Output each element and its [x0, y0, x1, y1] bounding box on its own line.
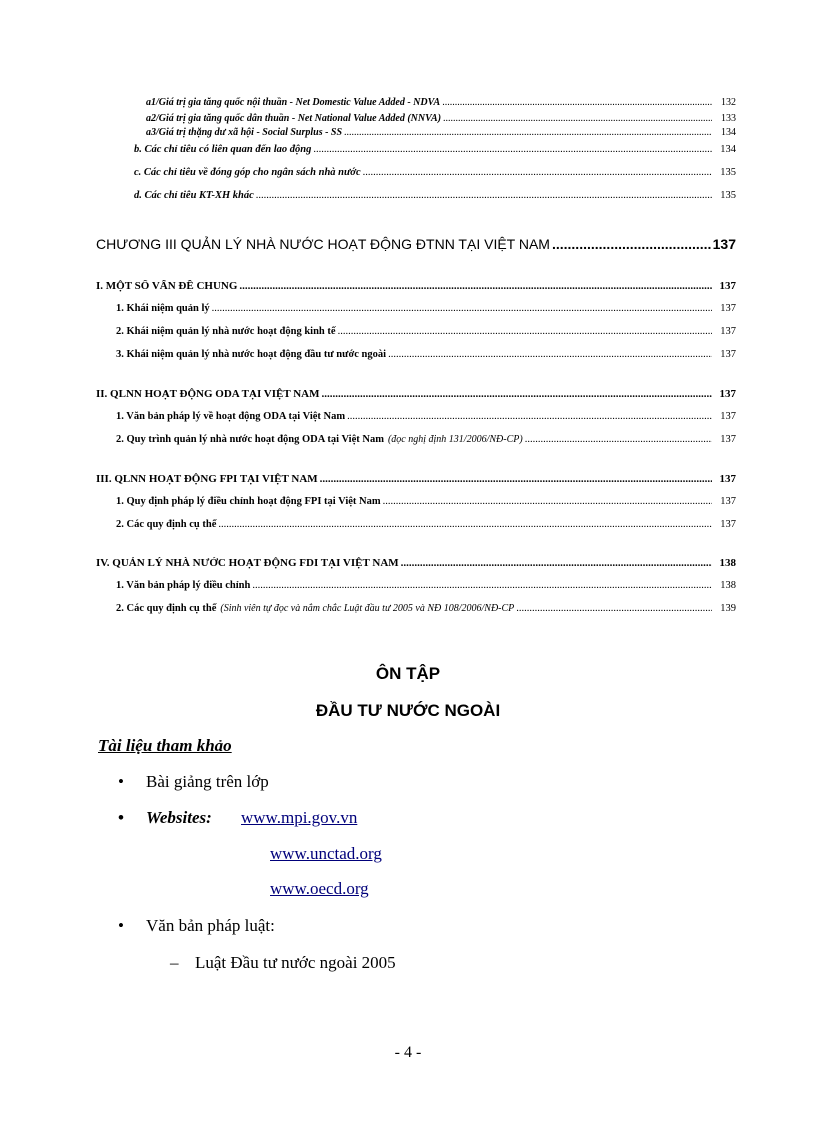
page-number: - 4 -: [394, 1044, 422, 1061]
toc-entry-page: 137: [719, 473, 736, 485]
toc-leader-dots: [322, 388, 712, 400]
toc-entry-page: 137: [720, 434, 736, 445]
toc-leader-dots: [442, 97, 712, 108]
toc-leader-dots: [363, 167, 712, 178]
toc-section[interactable]: [96, 280, 736, 292]
toc-entry-page: 133: [721, 113, 736, 124]
toc-entry-label: CHƯƠNG III QUẢN LÝ NHÀ NƯỚC HOẠT ĐỘNG ĐTNN TẠI VIỆT NAM: [96, 236, 550, 252]
bullet-icon: •: [118, 808, 124, 827]
toc-entry[interactable]: [116, 519, 736, 530]
toc-entry-label: 1. Văn bản pháp lý về hoạt động ODA tại Việt Nam: [116, 411, 346, 422]
review-title: ÔN TẬP: [375, 664, 441, 683]
website-link-mpi[interactable]: www.mpi.gov.vn: [241, 808, 358, 827]
toc-entry-note: (đọc nghị định 131/2006/NĐ-CP): [387, 434, 523, 445]
toc-entry-page: 137: [720, 519, 736, 530]
toc-entry[interactable]: [134, 190, 736, 201]
bullet-icon: •: [118, 772, 124, 791]
website-link-oecd[interactable]: www.oecd.org: [270, 879, 369, 898]
references-heading: Tài liệu tham khảo: [98, 736, 232, 755]
toc-leader-dots: [383, 496, 712, 507]
toc-leader-dots: [252, 580, 712, 591]
toc-entry-label: b. Các chỉ tiêu có liên quan đến lao động: [134, 144, 312, 155]
reference-legal-docs: Văn bản pháp luật:: [146, 916, 275, 935]
toc-entry-page: 137: [719, 388, 736, 400]
review-subtitle: ĐẦU TƯ NƯỚC NGOÀI: [315, 701, 501, 720]
toc-section[interactable]: [96, 473, 736, 485]
toc-entry-label: a3/Giá trị thặng dư xã hội - Social Surplus - SS: [146, 127, 343, 138]
toc-entry-label: IV. QUẢN LÝ NHÀ NƯỚC HOẠT ĐỘNG FDI TẠI VIỆT NAM: [96, 557, 399, 569]
toc-entry-page: 135: [720, 167, 736, 178]
toc-entry[interactable]: [134, 167, 736, 178]
toc-entry-label: d. Các chỉ tiêu KT-XH khác: [134, 190, 254, 201]
reference-law: Luật Đầu tư nước ngoài 2005: [195, 953, 396, 972]
toc-entry-label: 2. Các quy định cụ thể: [116, 603, 217, 614]
toc-entry[interactable]: [116, 580, 736, 591]
toc-entry-label: c. Các chỉ tiêu về đóng góp cho ngân sách nhà nước: [134, 167, 361, 178]
toc-entry-page: 132: [721, 97, 736, 108]
toc-leader-dots: [525, 434, 712, 445]
toc-entry[interactable]: [116, 434, 736, 445]
toc-leader-dots: [338, 326, 712, 337]
toc-leader-dots: [552, 236, 711, 252]
toc-chapter[interactable]: [96, 236, 736, 252]
toc-entry-page: 138: [719, 557, 736, 569]
toc-entry-note: (Sinh viên tự đọc và nắm chắc Luật đầu tư 2005 và NĐ 108/2006/NĐ-CP: [220, 603, 515, 614]
toc-leader-dots: [212, 303, 712, 314]
toc-entry-label: 1. Khái niệm quản lý: [116, 303, 210, 314]
toc-entry-page: 137: [720, 326, 736, 337]
toc-leader-dots: [320, 473, 712, 485]
toc-entry-page: 134: [721, 127, 736, 138]
toc-entry-label: a1/Giá trị gia tăng quốc nội thuần - Net Domestic Value Added - NDVA: [146, 97, 441, 108]
toc-entry[interactable]: [146, 113, 736, 124]
toc-entry[interactable]: [116, 303, 736, 314]
toc-section[interactable]: [96, 557, 736, 569]
toc-entry-page: 137: [719, 280, 736, 292]
toc-entry[interactable]: [116, 603, 736, 614]
toc-leader-dots: [256, 190, 712, 201]
toc-entry-page: 135: [720, 190, 736, 201]
toc-leader-dots: [218, 519, 712, 530]
websites-label: Websites:: [146, 808, 212, 827]
toc-entry-page: 137: [720, 496, 736, 507]
toc-entry-label: 3. Khái niệm quản lý nhà nước hoạt động đầu tư nước ngoài: [116, 349, 387, 360]
toc-entry-label: 2. Quy trình quản lý nhà nước hoạt động ODA tại Việt Nam: [116, 434, 384, 445]
toc-entry-label: I. MỘT SỐ VẤN ĐỀ CHUNG: [96, 280, 238, 292]
toc-entry-label: III. QLNN HOẠT ĐỘNG FPI TẠI VIỆT NAM: [96, 473, 318, 485]
toc-leader-dots: [347, 411, 712, 422]
toc-entry-page: 137: [720, 349, 736, 360]
toc-leader-dots: [443, 113, 712, 124]
toc-entry[interactable]: [146, 97, 736, 108]
toc-entry-label: II. QLNN HOẠT ĐỘNG ODA TẠI VIỆT NAM: [96, 388, 320, 400]
toc-entry[interactable]: [116, 411, 736, 422]
toc-entry[interactable]: [146, 127, 736, 138]
toc-entry[interactable]: [116, 496, 736, 507]
toc-entry-page: 137: [720, 411, 736, 422]
toc-entry-label: 1. Văn bản pháp lý điều chỉnh: [116, 580, 251, 591]
toc-entry[interactable]: [134, 144, 736, 155]
toc-entry-page: 134: [720, 144, 736, 155]
toc-entry-page: 139: [720, 603, 736, 614]
toc-entry-page: 137: [720, 303, 736, 314]
bullet-icon: •: [118, 916, 124, 935]
toc-entry[interactable]: [116, 326, 736, 337]
toc-entry-label: 1. Quy định pháp lý điều chỉnh hoạt động FPI tại Việt Nam: [116, 496, 381, 507]
toc-entry[interactable]: [116, 349, 736, 360]
toc-entry-page: 138: [720, 580, 736, 591]
toc-entry-page: 137: [712, 236, 736, 252]
dash-icon: –: [170, 953, 179, 972]
reference-lecture: Bài giảng trên lớp: [146, 772, 269, 791]
toc-leader-dots: [516, 603, 712, 614]
toc-leader-dots: [239, 280, 712, 292]
toc-entry-label: 2. Các quy định cụ thể: [116, 519, 217, 530]
website-link-unctad[interactable]: www.unctad.org: [270, 844, 382, 863]
toc-leader-dots: [313, 144, 712, 155]
toc-section[interactable]: [96, 388, 736, 400]
toc-entry-label: a2/Giá trị gia tăng quốc dân thuần - Net National Value Added (NNVA): [146, 113, 442, 124]
toc-leader-dots: [401, 557, 712, 569]
toc-leader-dots: [388, 349, 712, 360]
toc-leader-dots: [344, 127, 712, 138]
toc-entry-label: 2. Khái niệm quản lý nhà nước hoạt động kinh tế: [116, 326, 336, 337]
